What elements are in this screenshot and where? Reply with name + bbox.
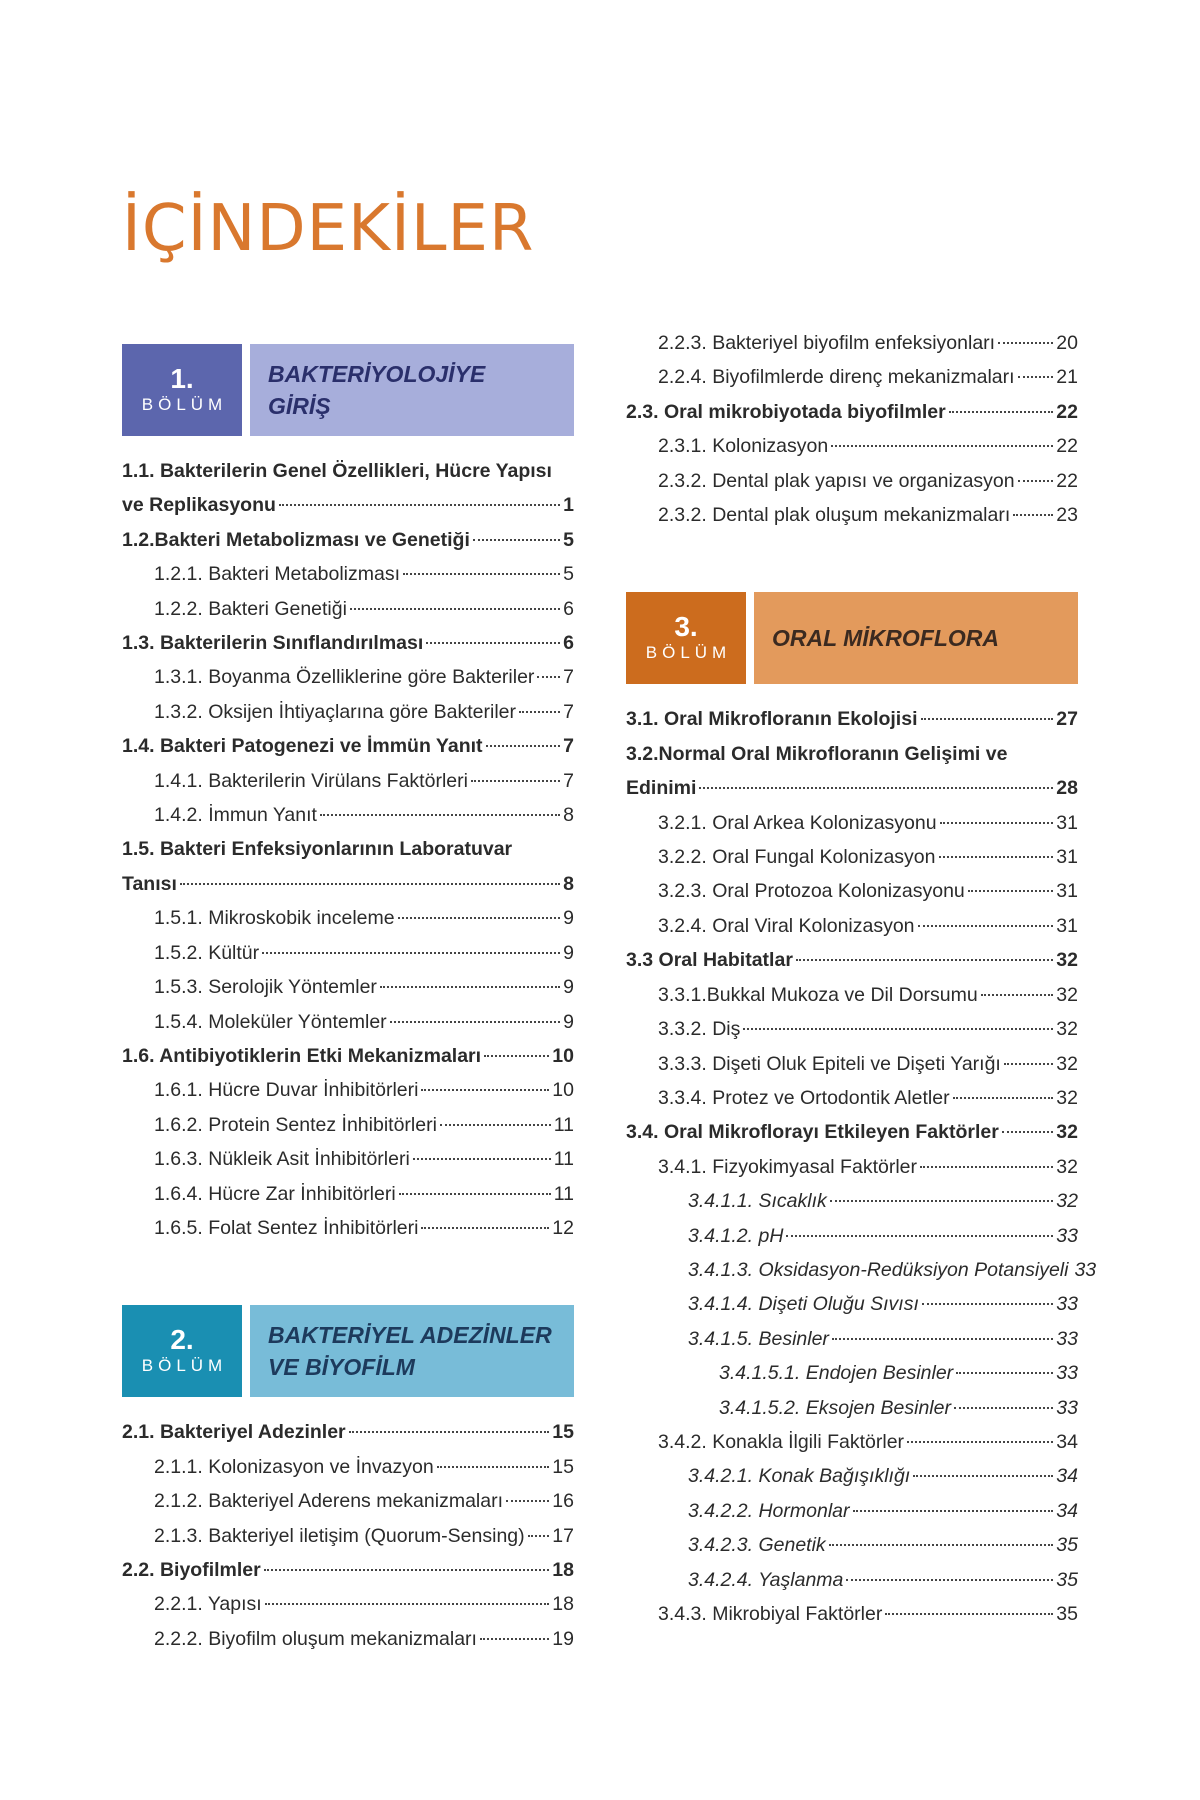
toc-page-number: 5 (563, 563, 574, 586)
toc-entry-label: 2.1. Bakteriyel Adezinler (122, 1421, 346, 1444)
dot-leader (506, 1500, 549, 1502)
dot-leader (398, 917, 561, 919)
toc-entry[interactable] (122, 557, 574, 591)
dot-leader (473, 539, 560, 541)
toc-entry[interactable] (122, 1450, 574, 1484)
toc-entry[interactable] (122, 1622, 574, 1656)
toc-page-number: 22 (1056, 435, 1078, 458)
toc-page-number: 11 (553, 1182, 574, 1205)
chapter-number-block (122, 1305, 242, 1397)
dot-leader (265, 1603, 550, 1605)
toc-entry[interactable] (626, 429, 1078, 463)
toc-entry-label: 1.6.3. Nükleik Asit İnhibitörleri (154, 1148, 410, 1171)
toc-page-number: 11 (553, 1148, 574, 1171)
dot-leader (1013, 514, 1053, 516)
toc-entry-label: 3.3.2. Diş (658, 1018, 741, 1041)
toc-page-number: 7 (563, 700, 574, 723)
toc-entry-label: 3.4.2.1. Konak Bağışıklığı (688, 1465, 911, 1488)
toc-entry[interactable] (626, 1597, 1078, 1631)
toc-page-number: 31 (1056, 880, 1078, 903)
toc-page-number: 19 (552, 1627, 574, 1650)
dot-leader (350, 608, 560, 610)
toc-page-number: 32 (1056, 1018, 1078, 1041)
toc-entry[interactable] (122, 764, 574, 798)
toc-page-number: 33 (1074, 1258, 1097, 1281)
dot-leader (939, 856, 1054, 858)
toc-entry-label: 1.1. Bakterilerin Genel Özellikleri, Hücre Yapısı (122, 460, 552, 482)
toc-entry-label: 2.3. Oral mikrobiyotada biyofilmler (626, 400, 946, 423)
toc-entry[interactable] (626, 464, 1078, 498)
toc-entry[interactable] (626, 1563, 1078, 1597)
toc-page-number: 32 (1056, 1121, 1078, 1144)
toc-page-number: 33 (1056, 1396, 1078, 1419)
toc-entry-label: 3.2.4. Oral Viral Kolonizasyon (658, 914, 915, 937)
toc-page-number: 7 (563, 735, 574, 758)
toc-entry-label: 2.2.1. Yapısı (154, 1593, 262, 1616)
toc-entry[interactable] (122, 1519, 574, 1553)
toc-page-number: 10 (552, 1044, 574, 1067)
toc-page-number: 15 (552, 1455, 574, 1478)
dot-leader (743, 1028, 1053, 1030)
toc-entry-label: 1.5.2. Kültür (154, 941, 260, 964)
toc-entry-label: 3.4.1.3. Oksidasyon-Redüksiyon Potansiyeli (688, 1258, 1069, 1281)
dot-leader (484, 1055, 549, 1057)
toc-entry[interactable] (122, 523, 574, 557)
toc-entry[interactable] (122, 1211, 574, 1245)
dot-leader (831, 445, 1053, 447)
toc-entry-label: 1.2.Bakteri Metabolizması ve Genetiği (122, 528, 470, 551)
toc-page-number: 28 (1056, 777, 1078, 800)
toc-entry[interactable] (122, 626, 574, 660)
dot-leader (528, 1535, 550, 1537)
toc-entry-label: 1.4. Bakteri Patogenezi ve İmmün Yanıt (122, 735, 483, 758)
toc-entry-label: 1.3.2. Oksijen İhtiyaçlarına göre Bakteriler (154, 700, 517, 723)
dot-leader (471, 780, 560, 782)
dot-leader (853, 1510, 1054, 1512)
chapter-title: BAKTERİYEL ADEZİNLER VE BİYOFİLM (250, 1305, 574, 1397)
toc-entry[interactable] (122, 1587, 574, 1621)
toc-entry[interactable] (626, 1150, 1078, 1184)
toc-page-number: 7 (563, 666, 574, 689)
toc-page-number: 32 (1056, 1155, 1078, 1178)
toc-entry[interactable] (626, 737, 1078, 806)
dot-leader (1002, 1131, 1053, 1133)
toc-page-number: 16 (552, 1490, 574, 1513)
toc-entry[interactable] (626, 1356, 1078, 1390)
dot-leader (426, 642, 560, 644)
toc-page-number: 34 (1056, 1430, 1078, 1453)
toc-entry[interactable] (122, 832, 574, 901)
toc-entry-label: 3.4.2.3. Genetik (688, 1534, 826, 1557)
toc-entry-label: 3.3 Oral Habitatlar (626, 949, 793, 972)
dot-leader (519, 711, 560, 713)
toc-page-number: 33 (1056, 1327, 1078, 1350)
toc-entry[interactable] (626, 1047, 1078, 1081)
toc-entry-label: Edinimi (626, 777, 697, 800)
toc-entry-label: 1.2.2. Bakteri Genetiği (154, 597, 347, 620)
chapter-number-block (122, 344, 242, 436)
toc-page-number: 34 (1056, 1465, 1078, 1488)
toc-entry[interactable] (122, 936, 574, 970)
toc-entry[interactable] (626, 1012, 1078, 1046)
toc-entry-label: 2.3.1. Kolonizasyon (658, 435, 829, 458)
dot-leader (956, 1372, 1053, 1374)
toc-entry[interactable] (122, 592, 574, 626)
toc-page-number: 31 (1056, 914, 1078, 937)
dot-leader (949, 411, 1054, 413)
toc-entry[interactable] (626, 1287, 1078, 1321)
toc-entry-label: 3.1. Oral Mikrofloranın Ekolojisi (626, 708, 918, 731)
toc-page-number: 9 (563, 941, 574, 964)
dot-leader (403, 573, 560, 575)
toc-entry-label: 2.2. Biyofilmler (122, 1558, 261, 1581)
chapter-title: ORAL MİKROFLORA (754, 592, 1078, 684)
toc-entry-label: 2.1.3. Bakteriyel iletişim (Quorum-Sensing) (154, 1524, 525, 1547)
toc-entry[interactable] (626, 1219, 1078, 1253)
toc-entry-label: 1.5.3. Serolojik Yöntemler (154, 976, 377, 999)
toc-entry-label: 3.4.2.2. Hormonlar (688, 1499, 850, 1522)
chapter-number: 3. (674, 611, 698, 643)
chapter-title: BAKTERİYOLOJİYE GİRİŞ (250, 344, 574, 436)
toc-entry-label: 2.1.2. Bakteriyel Aderens mekanizmaları (154, 1490, 504, 1513)
chapter-number-block (626, 592, 746, 684)
toc-page-number: 20 (1056, 332, 1078, 354)
toc-entry-label: 2.2.2. Biyofilm oluşum mekanizmaları (154, 1627, 477, 1650)
dot-leader (486, 745, 561, 747)
toc-entry[interactable] (626, 702, 1078, 736)
toc-page-number: 11 (553, 1113, 574, 1136)
toc-entry[interactable] (122, 1553, 574, 1587)
dot-leader (262, 952, 560, 954)
dot-leader (279, 504, 560, 506)
dot-leader (180, 883, 560, 885)
toc-page-number: 23 (1056, 504, 1078, 527)
toc-entry-label: 2.2.3. Bakteriyel biyofilm enfeksiyonları (658, 332, 996, 354)
dot-leader (829, 1544, 1054, 1546)
toc-entry[interactable] (626, 498, 1078, 532)
toc-entry-label: 3.4.1.5. Besinler (688, 1327, 829, 1350)
dot-leader (480, 1638, 549, 1640)
dot-leader (413, 1158, 551, 1160)
dot-leader (399, 1193, 551, 1195)
toc-entry[interactable] (626, 1081, 1078, 1115)
dot-leader (921, 718, 1054, 720)
toc-entry-label: 1.6.1. Hücre Duvar İnhibitörleri (154, 1079, 419, 1102)
toc-page-number: 33 (1056, 1362, 1078, 1385)
toc-entry-label: 1.5.4. Moleküler Yöntemler (154, 1010, 387, 1033)
toc-entry[interactable] (626, 1115, 1078, 1149)
toc-entry[interactable] (122, 1039, 574, 1073)
toc-entry[interactable] (122, 901, 574, 935)
toc-entry[interactable] (626, 1494, 1078, 1528)
toc-entry[interactable] (122, 454, 574, 523)
toc-page-number: 33 (1056, 1224, 1078, 1247)
chapter-3-entries (626, 702, 1097, 1631)
toc-entry[interactable] (122, 1415, 574, 1449)
toc-entry-label: 3.3.1.Bukkal Mukoza ve Dil Dorsumu (658, 983, 978, 1006)
dot-leader (954, 1407, 1053, 1409)
toc-page-number: 22 (1056, 400, 1078, 423)
toc-page-number: 34 (1056, 1499, 1078, 1522)
chapter-2-header (122, 1305, 574, 1397)
chapter-1-header (122, 344, 574, 436)
dot-leader (437, 1466, 550, 1468)
toc-entry-label: 3.2.2. Oral Fungal Kolonizasyon (658, 846, 936, 869)
dot-leader (699, 787, 1053, 789)
toc-entry-label: 1.3. Bakterilerin Sınıflandırılması (122, 632, 424, 655)
toc-entry-label: 1.6.4. Hücre Zar İnhibitörleri (154, 1182, 396, 1205)
chapter-label: BÖLÜM (141, 1356, 228, 1376)
dot-leader (953, 1097, 1054, 1099)
dot-leader (885, 1613, 1053, 1615)
toc-entry-label: 3.4.1.4. Dişeti Oluğu Sıvısı (688, 1293, 919, 1316)
dot-leader (940, 822, 1054, 824)
toc-entry-label: 3.4.3. Mikrobiyal Faktörler (658, 1603, 883, 1625)
toc-entry[interactable] (626, 806, 1078, 840)
toc-entry[interactable] (122, 798, 574, 832)
chapter-number: 2. (170, 1324, 194, 1356)
toc-page-number: 8 (563, 804, 574, 827)
toc-entry-label: 1.4.1. Bakterilerin Virülans Faktörleri (154, 769, 468, 792)
toc-entry[interactable] (122, 729, 574, 763)
dot-leader (786, 1235, 1053, 1237)
dot-leader (913, 1475, 1053, 1477)
toc-page-number: 1 (563, 494, 574, 517)
toc-page-number: 21 (1056, 366, 1078, 389)
chapter-label: BÖLÜM (141, 395, 228, 414)
toc-entry[interactable] (122, 1073, 574, 1107)
dot-leader (390, 1021, 560, 1023)
chapter-3-header (626, 592, 1078, 684)
toc-entry-label: 1.2.1. Bakteri Metabolizması (154, 563, 401, 586)
toc-entry[interactable] (122, 660, 574, 694)
toc-page-number: 8 (563, 872, 574, 895)
dot-leader (846, 1579, 1053, 1581)
toc-entry-label: 1.4.2. İmmun Yanıt (154, 804, 317, 827)
dot-leader (918, 925, 1054, 927)
toc-entry[interactable] (122, 1108, 574, 1142)
chapter-2-entries (122, 1415, 574, 1656)
toc-page-number: 6 (563, 597, 574, 620)
dot-leader (264, 1569, 550, 1571)
toc-page-number: 7 (563, 769, 574, 792)
toc-right-column (626, 326, 1097, 1631)
toc-page-number: 32 (1056, 1052, 1078, 1075)
toc-entry-label: 3.4.1.5.1. Endojen Besinler (719, 1362, 954, 1385)
toc-entry[interactable] (626, 360, 1078, 394)
toc-entry[interactable] (626, 840, 1078, 874)
toc-entry-label: 2.1.1. Kolonizasyon ve İnvazyon (154, 1455, 434, 1478)
toc-page-number: 5 (563, 528, 574, 551)
toc-entry-label: 3.4.2. Konakla İlgili Faktörler (658, 1430, 905, 1453)
toc-page-number: 27 (1056, 708, 1078, 731)
toc-entry[interactable] (626, 1184, 1078, 1218)
toc-entry-label: 1.5. Bakteri Enfeksiyonlarının Laboratuvar (122, 838, 513, 861)
toc-page-number: 6 (563, 632, 574, 655)
dot-leader (998, 342, 1053, 344)
toc-entry-label: 3.4.1. Fizyokimyasal Faktörler (658, 1155, 917, 1178)
toc-entry-label: 3.2.1. Oral Arkea Kolonizasyonu (658, 811, 937, 834)
chapter-label: BÖLÜM (645, 643, 732, 663)
toc-entry-label: 3.2.3. Oral Protozoa Kolonizasyonu (658, 880, 965, 903)
toc-page-number: 15 (552, 1421, 574, 1444)
toc-page-number: 31 (1056, 846, 1078, 869)
toc-page-number: 22 (1056, 469, 1078, 492)
dot-leader (830, 1200, 1054, 1202)
toc-page-number: 12 (552, 1216, 574, 1239)
dot-leader (981, 994, 1054, 996)
dot-leader (1018, 376, 1054, 378)
toc-page-number: 35 (1056, 1568, 1078, 1591)
toc-entry[interactable] (626, 395, 1078, 429)
toc-entry[interactable] (122, 1484, 574, 1518)
toc-entry-label: 3.4.2.4. Yaşlanma (688, 1568, 844, 1591)
toc-entry[interactable] (626, 1425, 1078, 1459)
toc-entry-label: 2.3.2. Dental plak yapısı ve organizasyon (658, 469, 1015, 492)
toc-entry[interactable] (626, 1528, 1078, 1562)
toc-entry[interactable] (626, 909, 1078, 943)
toc-page-number: 9 (563, 1010, 574, 1033)
toc-left-column (122, 330, 574, 1656)
chapter-1-entries (122, 454, 574, 1245)
dot-leader (320, 814, 560, 816)
toc-entry[interactable] (626, 943, 1078, 977)
toc-entry[interactable] (122, 970, 574, 1004)
toc-entry[interactable] (626, 1459, 1078, 1493)
dot-leader (832, 1338, 1053, 1340)
dot-leader (796, 959, 1053, 961)
page-title: İÇİNDEKİLER (122, 192, 535, 266)
toc-page-number: 9 (563, 976, 574, 999)
toc-entry-label: 3.4.1.2. pH (688, 1224, 784, 1247)
toc-entry-label: 1.6.5. Folat Sentez İnhibitörleri (154, 1216, 419, 1239)
toc-entry[interactable] (122, 1177, 574, 1211)
toc-entry-label: 3.4.1.1. Sıcaklık (688, 1190, 827, 1213)
toc-entry[interactable] (626, 326, 1078, 360)
toc-entry[interactable] (122, 1005, 574, 1039)
toc-entry[interactable] (122, 1142, 574, 1176)
toc-entry-label: ve Replikasyonu (122, 494, 276, 517)
toc-entry[interactable] (626, 1391, 1078, 1425)
toc-entry[interactable] (626, 1322, 1078, 1356)
dot-leader (907, 1441, 1053, 1443)
dot-leader (968, 890, 1054, 892)
toc-page-number: 32 (1056, 1190, 1078, 1213)
toc-entry-label: 3.3.3. Dişeti Oluk Epiteli ve Dişeti Yarığı (658, 1052, 1001, 1075)
dot-leader (421, 1089, 549, 1091)
toc-entry-label: 3.3.4. Protez ve Ortodontik Aletler (658, 1086, 950, 1109)
dot-leader (349, 1431, 550, 1433)
toc-entry-label: 2.2.4. Biyofilmlerde direnç mekanizmaları (658, 366, 1015, 389)
toc-entry-label: 3.2.Normal Oral Mikrofloranın Gelişimi ve (626, 742, 1008, 765)
toc-page-number: 35 (1056, 1603, 1078, 1625)
toc-page-number: 32 (1056, 949, 1078, 972)
dot-leader (922, 1303, 1053, 1305)
chapter-2-entries-continued (626, 326, 1078, 532)
toc-entry[interactable] (626, 978, 1078, 1012)
toc-entry-label: 3.4.1.5.2. Eksojen Besinler (719, 1396, 951, 1419)
toc-entry-label: Tanısı (122, 872, 177, 895)
toc-entry-label: 3.4. Oral Mikroflorayı Etkileyen Faktörler (626, 1121, 999, 1144)
toc-page-number: 18 (552, 1558, 574, 1581)
toc-page-number: 35 (1056, 1534, 1078, 1557)
dot-leader (1004, 1063, 1053, 1065)
toc-page-number: 33 (1056, 1293, 1078, 1316)
dot-leader (1018, 480, 1054, 482)
toc-entry[interactable] (626, 874, 1078, 908)
toc-page-number: 10 (552, 1079, 574, 1102)
dot-leader (380, 986, 560, 988)
toc-page-number: 31 (1056, 811, 1078, 834)
toc-page-number: 32 (1056, 1086, 1078, 1109)
toc-entry-label: 1.6.2. Protein Sentez İnhibitörleri (154, 1113, 437, 1136)
toc-entry-label: 1.6. Antibiyotiklerin Etki Mekanizmaları (122, 1044, 482, 1067)
toc-entry-label: 1.5.1. Mikroskobik inceleme (154, 907, 395, 930)
toc-page-number: 9 (563, 907, 574, 930)
toc-entry-label: 2.3.2. Dental plak oluşum mekanizmaları (658, 504, 1011, 527)
toc-entry[interactable] (122, 695, 574, 729)
toc-page-number: 17 (552, 1524, 574, 1547)
chapter-number: 1. (170, 363, 194, 394)
dot-leader (537, 676, 560, 678)
dot-leader (440, 1124, 551, 1126)
toc-page-number: 32 (1056, 983, 1078, 1006)
toc-entry[interactable] (626, 1253, 1097, 1287)
toc-page-number: 18 (552, 1593, 574, 1616)
dot-leader (421, 1227, 549, 1229)
dot-leader (920, 1166, 1053, 1168)
toc-entry-label: 1.3.1. Boyanma Özelliklerine göre Bakteriler (154, 666, 535, 689)
